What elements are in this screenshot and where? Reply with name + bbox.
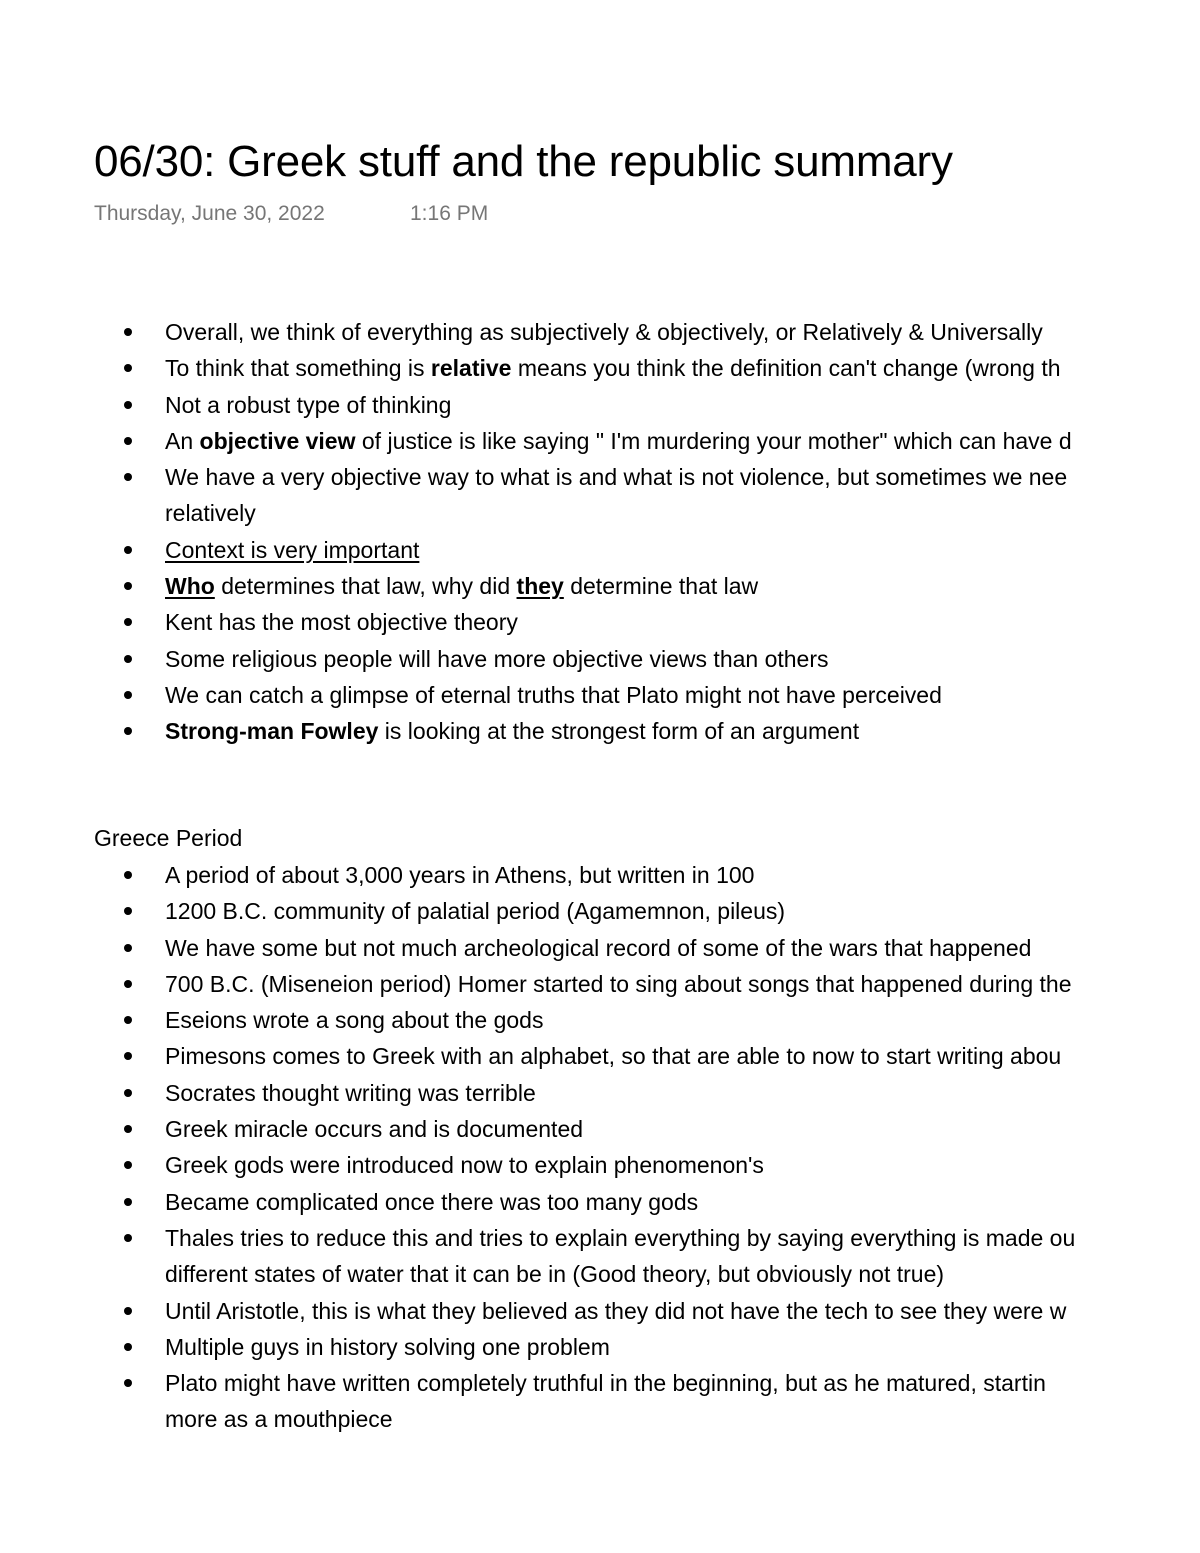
bullet-icon [124,546,132,554]
bullet-icon [124,328,132,336]
list-item: Strong-man Fowley is looking at the strongest form of an argument [0,713,1200,749]
note-date: Thursday, June 30, 2022 [94,202,325,225]
list-item: We can catch a glimpse of eternal truths that Plato might not have perceived [0,677,1200,713]
list-item: Multiple guys in history solving one problem [0,1329,1200,1365]
bullet-icon [124,401,132,409]
bullet-icon [124,1379,132,1387]
list-item: Eseions wrote a song about the gods [0,1002,1200,1038]
list-item: Greek gods were introduced now to explain phenomenon's [0,1147,1200,1183]
list-item: An objective view of justice is like saying " I'm murdering your mother" which can have d [0,423,1200,459]
list-item: Some religious people will have more objective views than others [0,641,1200,677]
page-title: 06/30: Greek stuff and the republic summary [94,137,953,186]
list-item: Context is very important [0,532,1200,568]
note-time: 1:16 PM [410,202,489,225]
list-item: We have a very objective way to what is and what is not violence, but sometimes we nee relatively [0,459,1200,532]
list-item: Greek miracle occurs and is documented [0,1111,1200,1147]
bullet-icon [124,1234,132,1242]
list-item: Kent has the most objective theory [0,604,1200,640]
list-item: 1200 B.C. community of palatial period (Agamemnon, pileus) [0,893,1200,929]
bullet-icon [124,582,132,590]
list-item: Socrates thought writing was terrible [0,1075,1200,1111]
bullet-icon [124,473,132,481]
note-meta [94,201,489,227]
list-item: Became complicated once there was too many gods [0,1184,1200,1220]
list-item: Not a robust type of thinking [0,387,1200,423]
list-item: Overall, we think of everything as subjectively & objectively, or Relatively & Universally [0,314,1200,350]
bullet-icon [124,618,132,626]
bullet-icon [124,727,132,735]
bullet-icon [124,1198,132,1206]
list-item: 700 B.C. (Miseneion period) Homer started to sing about songs that happened during the [0,966,1200,1002]
bullet-icon [124,1307,132,1315]
bullet-icon [124,907,132,915]
bullet-icon [124,691,132,699]
bullet-icon [124,364,132,372]
list-item: Who determines that law, why did they determine that law [0,568,1200,604]
notes-list-2 [0,857,1200,1438]
bullet-icon [124,1343,132,1351]
list-item: To think that something is relative means you think the definition can't change (wrong th [0,350,1200,386]
list-item: Plato might have written completely truthful in the beginning, but as he matured, startin more as a mouthpiece [0,1365,1200,1438]
section-heading-greece-period: Greece Period [94,825,243,851]
bullet-icon [124,1052,132,1060]
list-item: Until Aristotle, this is what they believed as they did not have the tech to see they were w [0,1293,1200,1329]
bullet-icon [124,871,132,879]
bullet-icon [124,655,132,663]
list-item: We have some but not much archeological record of some of the wars that happened [0,930,1200,966]
bullet-icon [124,980,132,988]
list-item: Thales tries to reduce this and tries to explain everything by saying everything is made ou different states of water that it can be in (Good theory, but obviously not true) [0,1220,1200,1293]
bullet-icon [124,1016,132,1024]
list-item: Pimesons comes to Greek with an alphabet, so that are able to now to start writing abou [0,1038,1200,1074]
bullet-icon [124,1161,132,1169]
bullet-icon [124,1089,132,1097]
list-item: A period of about 3,000 years in Athens, but written in 100 [0,857,1200,893]
bullet-icon [124,437,132,445]
notes-list-1 [0,314,1200,750]
bullet-icon [124,944,132,952]
bullet-icon [124,1125,132,1133]
